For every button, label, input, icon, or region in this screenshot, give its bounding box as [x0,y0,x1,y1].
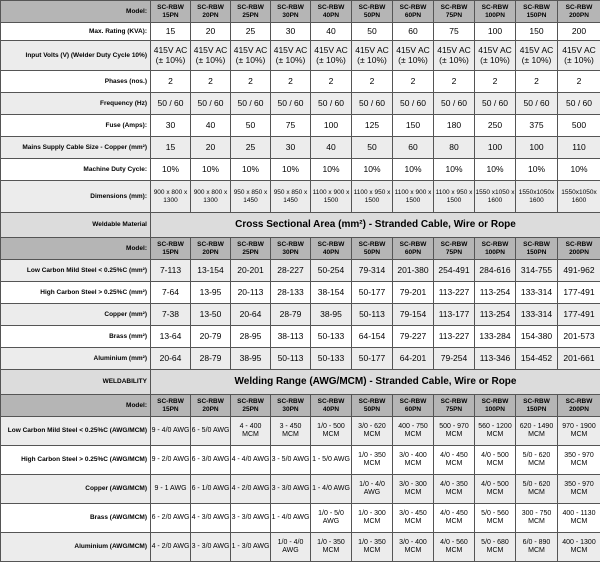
value-cell: 79-227 [393,326,434,348]
value-cell: 10% [311,159,352,181]
value-cell: 50 / 60 [151,93,191,115]
value-cell: 950 x 850 x 1450 [271,181,311,213]
value-cell: 40 [311,23,352,41]
value-cell: 177-491 [558,282,600,304]
value-cell: 80 [434,137,475,159]
spec-row [1,71,600,93]
value-cell: 3/0 - 300 MCM [393,475,434,504]
value-cell: 50-113 [352,304,393,326]
spec-row [1,115,600,137]
model-cell: SC-RBW 40PN [311,395,352,417]
value-cell: 415V AC (± 10%) [151,41,191,71]
row-label: Max. Rating (KVA): [1,23,151,41]
value-cell: 375 [516,115,558,137]
value-cell: 150 [516,23,558,41]
value-cell: 1550x1050x 1600 [558,181,600,213]
value-cell: 50-133 [311,326,352,348]
cross-section-header [1,213,600,238]
value-cell: 201-573 [558,326,600,348]
value-cell: 50 / 60 [191,93,231,115]
row-label: Aluminium (mm²) [1,348,151,370]
material-row [1,348,600,370]
value-cell: 6/0 - 890 MCM [516,533,558,562]
value-cell: 100 [475,137,516,159]
value-cell: 1 - 4/0 AWG [311,475,352,504]
value-cell: 201-380 [393,260,434,282]
value-cell: 50 / 60 [434,93,475,115]
value-cell: 10% [231,159,271,181]
value-cell: 415V AC (± 10%) [191,41,231,71]
model-cell: SC-RBW 150PN [516,395,558,417]
value-cell: 75 [434,23,475,41]
model-label: Model: [1,238,151,260]
value-cell: 13-154 [191,260,231,282]
value-cell: 50 [352,137,393,159]
value-cell: 50 / 60 [311,93,352,115]
value-cell: 154-452 [516,348,558,370]
spec-row [1,159,600,181]
value-cell: 10% [393,159,434,181]
value-cell: 50 [231,115,271,137]
value-cell: 113-227 [434,326,475,348]
value-cell: 2 [434,71,475,93]
value-cell: 415V AC (± 10%) [271,41,311,71]
model-cell: SC-RBW 60PN [393,1,434,23]
value-cell: 50 / 60 [516,93,558,115]
value-cell: 15 [151,23,191,41]
value-cell: 500 [558,115,600,137]
model-cell: SC-RBW 60PN [393,395,434,417]
value-cell: 40 [311,137,352,159]
model-cell: SC-RBW 200PN [558,395,600,417]
value-cell: 113-254 [475,304,516,326]
value-cell: 3/0 - 400 MCM [393,446,434,475]
model-header-row [1,1,600,23]
material-row [1,304,600,326]
value-cell: 4/0 - 450 MCM [434,504,475,533]
model-cell: SC-RBW 100PN [475,238,516,260]
value-cell: 201-661 [558,348,600,370]
table-body [1,1,600,562]
value-cell: 7-113 [151,260,191,282]
value-cell: 100 [475,23,516,41]
value-cell: 1 - 5/0 AWG [311,446,352,475]
value-cell: 3/0 - 450 MCM [393,504,434,533]
value-cell: 20-64 [151,348,191,370]
value-cell: 2 [475,71,516,93]
value-cell: 28-227 [271,260,311,282]
value-cell: 79-201 [393,282,434,304]
value-cell: 6 - 2/0 AWG [151,504,191,533]
value-cell: 2 [151,71,191,93]
value-cell: 50-254 [311,260,352,282]
value-cell: 900 x 800 x 1300 [151,181,191,213]
value-cell: 28-79 [191,348,231,370]
value-cell: 113-227 [434,282,475,304]
value-cell: 2 [516,71,558,93]
value-cell: 125 [352,115,393,137]
value-cell: 113-177 [434,304,475,326]
model-cell: SC-RBW 75PN [434,238,475,260]
value-cell: 415V AC (± 10%) [352,41,393,71]
model-header-row [1,395,600,417]
value-cell: 10% [151,159,191,181]
value-cell: 2 [558,71,600,93]
value-cell: 1/0 - 300 MCM [352,504,393,533]
value-cell: 110 [558,137,600,159]
value-cell: 20-79 [191,326,231,348]
value-cell: 50-177 [352,348,393,370]
value-cell: 50 / 60 [231,93,271,115]
value-cell: 1/0 - 350 MCM [352,533,393,562]
model-cell: SC-RBW 25PN [231,395,271,417]
value-cell: 10% [434,159,475,181]
value-cell: 5/0 - 560 MCM [475,504,516,533]
model-cell: SC-RBW 40PN [311,1,352,23]
model-cell: SC-RBW 15PN [151,1,191,23]
spec-row [1,41,600,71]
value-cell: 250 [475,115,516,137]
value-cell: 133-314 [516,304,558,326]
value-cell: 30 [271,137,311,159]
row-label: High Carbon Steel > 0.25%C (AWG/MCM) [1,446,151,475]
value-cell: 4/0 - 500 MCM [475,475,516,504]
value-cell: 50 / 60 [393,93,434,115]
value-cell: 133-284 [475,326,516,348]
value-cell: 79-154 [393,304,434,326]
row-label: Dimensions (mm): [1,181,151,213]
value-cell: 30 [151,115,191,137]
value-cell: 415V AC (± 10%) [558,41,600,71]
value-cell: 1550 x1050 x 1600 [475,181,516,213]
value-cell: 10% [516,159,558,181]
value-cell: 7-38 [151,304,191,326]
value-cell: 10% [558,159,600,181]
model-cell: SC-RBW 50PN [352,1,393,23]
value-cell: 3 - 3/0 AWG [191,533,231,562]
model-cell: SC-RBW 15PN [151,238,191,260]
value-cell: 79-254 [434,348,475,370]
model-cell: SC-RBW 25PN [231,1,271,23]
value-cell: 20-64 [231,304,271,326]
value-cell: 50 / 60 [558,93,600,115]
weld-row [1,446,600,475]
value-cell: 38-154 [311,282,352,304]
value-cell: 133-314 [516,282,558,304]
value-cell: 38-113 [271,326,311,348]
model-cell: SC-RBW 30PN [271,238,311,260]
row-label: Low Carbon Mild Steel < 0.25%C (mm²) [1,260,151,282]
row-label: Machine Duty Cycle: [1,159,151,181]
value-cell: 1/0 - 500 MCM [311,417,352,446]
value-cell: 60 [393,137,434,159]
spec-row [1,137,600,159]
value-cell: 350 - 970 MCM [558,475,600,504]
model-cell: SC-RBW 50PN [352,238,393,260]
value-cell: 10% [271,159,311,181]
value-cell: 1 - 3/0 AWG [231,533,271,562]
value-cell: 970 - 1900 MCM [558,417,600,446]
value-cell: 1/0 - 350 MCM [352,446,393,475]
value-cell: 154-380 [516,326,558,348]
value-cell: 3 - 450 MCM [271,417,311,446]
model-cell: SC-RBW 50PN [352,395,393,417]
value-cell: 1 - 4/0 AWG [271,504,311,533]
value-cell: 400 - 1130 MCM [558,504,600,533]
row-label: Input Volts (V) (Welder Duty Cycle 10%) [1,41,151,71]
model-cell: SC-RBW 40PN [311,238,352,260]
value-cell: 4/0 - 560 MCM [434,533,475,562]
value-cell: 50-133 [311,348,352,370]
row-label: Aluminium (AWG/MCM) [1,533,151,562]
value-cell: 620 - 1490 MCM [516,417,558,446]
value-cell: 400 - 1300 MCM [558,533,600,562]
value-cell: 1550x1050x 1600 [516,181,558,213]
weld-row [1,475,600,504]
value-cell: 284-616 [475,260,516,282]
value-cell: 350 - 970 MCM [558,446,600,475]
value-cell: 4/0 - 450 MCM [434,446,475,475]
row-label: Mains Supply Cable Size - Copper (mm²) [1,137,151,159]
value-cell: 254-491 [434,260,475,282]
row-label: Phases (nos.) [1,71,151,93]
value-cell: 9 - 2/0 AWG [151,446,191,475]
value-cell: 50-177 [352,282,393,304]
value-cell: 2 [271,71,311,93]
model-cell: SC-RBW 150PN [516,238,558,260]
section-left-label: Weldable Material [1,213,151,238]
value-cell: 9 - 4/0 AWG [151,417,191,446]
value-cell: 40 [191,115,231,137]
value-cell: 400 - 750 MCM [393,417,434,446]
value-cell: 2 [393,71,434,93]
value-cell: 1100 x 900 x 1500 [311,181,352,213]
value-cell: 200 [558,23,600,41]
value-cell: 6 - 3/0 AWG [191,446,231,475]
value-cell: 300 - 750 MCM [516,504,558,533]
value-cell: 10% [475,159,516,181]
value-cell: 1/0 - 350 MCM [311,533,352,562]
value-cell: 20-201 [231,260,271,282]
value-cell: 79-314 [352,260,393,282]
model-cell: SC-RBW 30PN [271,1,311,23]
value-cell: 4 - 2/0 AWG [231,475,271,504]
model-cell: SC-RBW 15PN [151,395,191,417]
value-cell: 4 - 3/0 AWG [191,504,231,533]
value-cell: 3 - 3/0 AWG [231,504,271,533]
value-cell: 10% [191,159,231,181]
value-cell: 415V AC (± 10%) [475,41,516,71]
value-cell: 28-133 [271,282,311,304]
value-cell: 2 [352,71,393,93]
value-cell: 7-64 [151,282,191,304]
value-cell: 900 x 800 x 1300 [191,181,231,213]
value-cell: 5/0 - 680 MCM [475,533,516,562]
value-cell: 113-346 [475,348,516,370]
value-cell: 491-962 [558,260,600,282]
row-label: Low Carbon Mild Steel < 0.25%C (AWG/MCM) [1,417,151,446]
value-cell: 50 / 60 [352,93,393,115]
model-cell: SC-RBW 20PN [191,1,231,23]
model-cell: SC-RBW 30PN [271,395,311,417]
weld-row [1,533,600,562]
value-cell: 4 - 400 MCM [231,417,271,446]
value-cell: 28-95 [231,326,271,348]
value-cell: 5/0 - 620 MCM [516,446,558,475]
value-cell: 60 [393,23,434,41]
value-cell: 64-201 [393,348,434,370]
value-cell: 15 [151,137,191,159]
model-cell: SC-RBW 75PN [434,395,475,417]
row-label: High Carbon Steel > 0.25%C (mm²) [1,282,151,304]
value-cell: 20 [191,23,231,41]
value-cell: 415V AC (± 10%) [434,41,475,71]
value-cell: 38-95 [311,304,352,326]
weld-row [1,504,600,533]
row-label: Frequency (Hz) [1,93,151,115]
value-cell: 100 [311,115,352,137]
value-cell: 100 [516,137,558,159]
material-row [1,282,600,304]
model-cell: SC-RBW 100PN [475,1,516,23]
value-cell: 50 / 60 [475,93,516,115]
value-cell: 5/0 - 620 MCM [516,475,558,504]
value-cell: 3 - 3/0 AWG [271,475,311,504]
value-cell: 13-64 [151,326,191,348]
value-cell: 415V AC (± 10%) [311,41,352,71]
value-cell: 1/0 - 4/0 AWG [271,533,311,562]
value-cell: 1100 x 950 x 1500 [434,181,475,213]
model-cell: SC-RBW 100PN [475,395,516,417]
model-cell: SC-RBW 150PN [516,1,558,23]
value-cell: 50 [352,23,393,41]
value-cell: 13-95 [191,282,231,304]
value-cell: 4 - 4/0 AWG [231,446,271,475]
value-cell: 415V AC (± 10%) [231,41,271,71]
row-label: Copper (mm²) [1,304,151,326]
value-cell: 3/0 - 620 MCM [352,417,393,446]
value-cell: 20 [191,137,231,159]
value-cell: 180 [434,115,475,137]
model-header-row [1,238,600,260]
value-cell: 13-50 [191,304,231,326]
value-cell: 64-154 [352,326,393,348]
value-cell: 4 - 2/0 AWG [151,533,191,562]
spec-row [1,93,600,115]
value-cell: 415V AC (± 10%) [516,41,558,71]
material-row [1,260,600,282]
row-label: Copper (AWG/MCM) [1,475,151,504]
value-cell: 3/0 - 400 MCM [393,533,434,562]
value-cell: 2 [311,71,352,93]
model-label: Model: [1,395,151,417]
value-cell: 177-491 [558,304,600,326]
welding-range-header [1,370,600,395]
value-cell: 1/0 - 4/0 AWG [352,475,393,504]
value-cell: 415V AC (± 10%) [393,41,434,71]
value-cell: 50-113 [271,348,311,370]
model-cell: SC-RBW 200PN [558,238,600,260]
value-cell: 4/0 - 500 MCM [475,446,516,475]
model-cell: SC-RBW 20PN [191,238,231,260]
value-cell: 500 - 970 MCM [434,417,475,446]
weld-row [1,417,600,446]
model-cell: SC-RBW 200PN [558,1,600,23]
spec-row [1,23,600,41]
value-cell: 950 x 850 x 1450 [231,181,271,213]
section-title: Cross Sectional Area (mm²) - Stranded Cable, Wire or Rope [151,213,600,238]
value-cell: 38-95 [231,348,271,370]
value-cell: 4/0 - 350 MCM [434,475,475,504]
model-cell: SC-RBW 25PN [231,238,271,260]
value-cell: 1100 x 950 x 1500 [352,181,393,213]
value-cell: 1100 x 900 x 1500 [393,181,434,213]
value-cell: 30 [271,23,311,41]
value-cell: 28-79 [271,304,311,326]
value-cell: 1/0 - 5/0 AWG [311,504,352,533]
row-label: Fuse (Amps): [1,115,151,137]
value-cell: 9 - 1 AWG [151,475,191,504]
model-label: Model: [1,1,151,23]
value-cell: 2 [191,71,231,93]
value-cell: 20-113 [231,282,271,304]
model-cell: SC-RBW 60PN [393,238,434,260]
value-cell: 25 [231,23,271,41]
value-cell: 50 / 60 [271,93,311,115]
value-cell: 3 - 5/0 AWG [271,446,311,475]
value-cell: 314-755 [516,260,558,282]
value-cell: 6 - 1/0 AWG [191,475,231,504]
value-cell: 10% [352,159,393,181]
row-label: Brass (AWG/MCM) [1,504,151,533]
value-cell: 25 [231,137,271,159]
spec-row [1,181,600,213]
value-cell: 113-254 [475,282,516,304]
model-cell: SC-RBW 20PN [191,395,231,417]
value-cell: 2 [231,71,271,93]
model-cell: SC-RBW 75PN [434,1,475,23]
value-cell: 75 [271,115,311,137]
section-title: Welding Range (AWG/MCM) - Stranded Cable, Wire or Rope [151,370,600,395]
material-row [1,326,600,348]
value-cell: 150 [393,115,434,137]
row-label: Brass (mm²) [1,326,151,348]
section-left-label: WELDABILITY [1,370,151,395]
value-cell: 6 - 5/0 AWG [191,417,231,446]
value-cell: 560 - 1200 MCM [475,417,516,446]
